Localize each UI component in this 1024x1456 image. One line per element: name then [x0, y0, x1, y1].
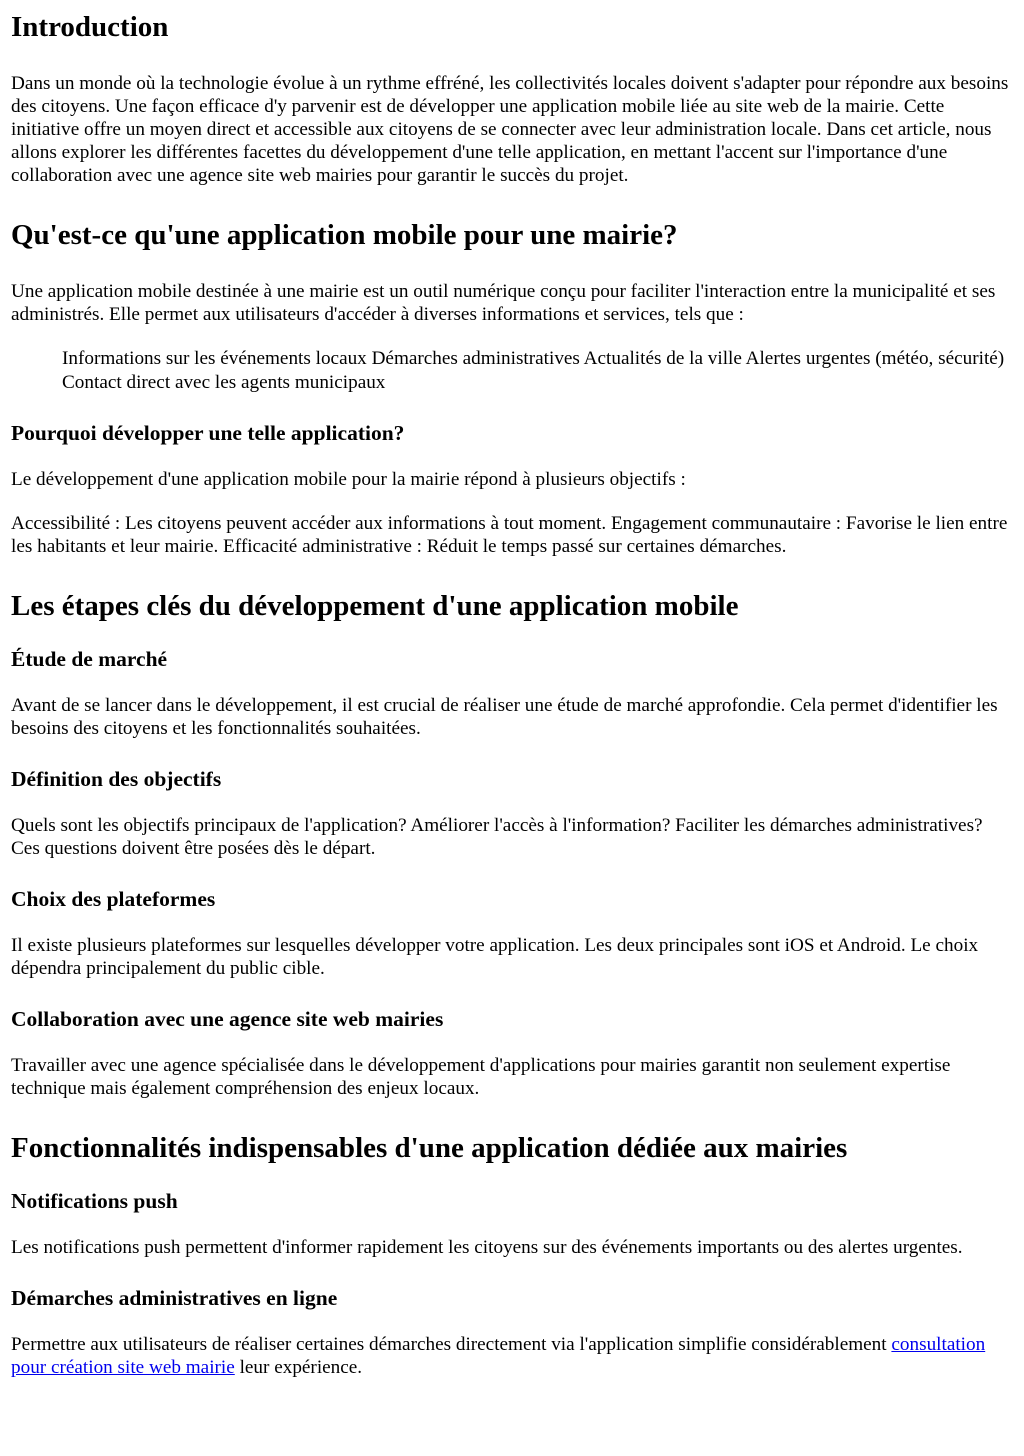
- consultation-link[interactable]: consultation pour création site web mairie: [11, 1334, 986, 1378]
- paragraph-objectives: Quels sont les objectifs principaux de l'application? Améliorer l'accès à l'information? Faciliter les démarches administratives? Ces questions doivent être posées dès le départ.: [11, 815, 983, 859]
- heading-online-procedures: Démarches administratives en ligne: [11, 1286, 338, 1310]
- paragraph-introduction: Dans un monde où la technologie évolue à un rythme effréné, les collectivités locales doivent s'adapter pour répondre aux besoins des citoyens. Une façon efficace d'y parvenir est de développer une application mobile liée au site web de la mairie. Cette initiative offre un moyen direct et accessible aux citoyens de se connecter avec leur administration locale. Dans cet article, nous allons explorer les différentes facettes du développement d'une telle application, en mettant l'accent sur l'importance d'une collaboration avec une agence site web mairies pour garantir le succès du projet.: [11, 73, 1009, 186]
- paragraph-agency: Travailler avec une agence spécialisée dans le développement d'applications pour mairies garantit non seulement expertise technique mais également compréhension des enjeux locaux.: [11, 1055, 951, 1099]
- heading-features: Fonctionnalités indispensables d'une application dédiée aux mairies: [11, 1132, 848, 1164]
- paragraph-online-text-before: Permettre aux utilisateurs de réaliser certaines démarches directement via l'application simplifie considérablement: [11, 1334, 892, 1355]
- heading-push-notifications: Notifications push: [11, 1189, 178, 1213]
- heading-what-is-app: Qu'est-ce qu'une application mobile pour une mairie?: [11, 219, 678, 251]
- paragraph-online-procedures: [11, 1333, 1014, 1379]
- paragraph-push-notifications: Les notifications push permettent d'informer rapidement les citoyens sur des événements importants ou des alertes urgentes.: [11, 1237, 963, 1258]
- article: [0, 10, 1024, 1379]
- paragraph-market-study: Avant de se lancer dans le développement, il est crucial de réaliser une étude de marché approfondie. Cela permet d'identifier les besoins des citoyens et les fonctionnalités souhaitées.: [11, 695, 998, 739]
- heading-key-steps: Les étapes clés du développement d'une application mobile: [11, 590, 739, 622]
- heading-platforms: Choix des plateformes: [11, 887, 216, 911]
- heading-why-develop: Pourquoi développer une telle application?: [11, 421, 405, 445]
- heading-market-study: Étude de marché: [11, 647, 168, 671]
- heading-objectives: Définition des objectifs: [11, 767, 222, 791]
- paragraph-online-text-after: leur expérience.: [234, 1357, 363, 1378]
- heading-introduction: Introduction: [11, 11, 169, 43]
- paragraph-why-benefits: Accessibilité : Les citoyens peuvent accéder aux informations à tout moment. Engagement communautaire : Favorise le lien entre les habitants et leur mairie. Efficacité administrative : Réduit le temps passé sur certaines démarches.: [11, 513, 1008, 557]
- blockquote-services: Informations sur les événements locaux Démarches administratives Actualités de la ville Alertes urgentes (météo, sécurité) Contact direct avec les agents municipaux: [62, 348, 1005, 393]
- paragraph-what-is-app: Une application mobile destinée à une mairie est un outil numérique conçu pour faciliter l'interaction entre la municipalité et ses administrés. Elle permet aux utilisateurs d'accéder à diverses informations et services, tels que :: [11, 281, 996, 325]
- paragraph-why-objectives: Le développement d'une application mobile pour la mairie répond à plusieurs objectifs :: [11, 469, 686, 490]
- heading-agency: Collaboration avec une agence site web mairies: [11, 1007, 444, 1031]
- paragraph-platforms: Il existe plusieurs plateformes sur lesquelles développer votre application. Les deux principales sont iOS et Android. Le choix dépendra principalement du public cible.: [11, 935, 979, 979]
